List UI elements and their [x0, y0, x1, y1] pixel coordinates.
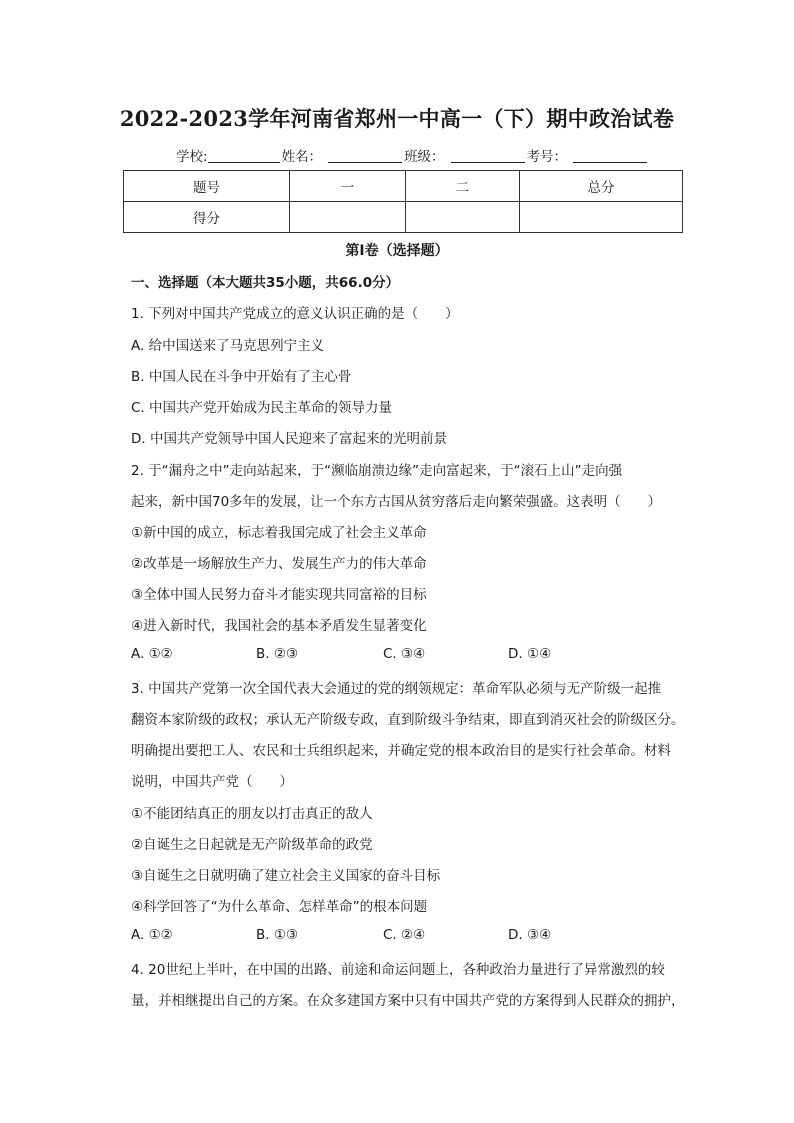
exam-no-blank[interactable]: [573, 148, 647, 163]
question-4-stem-line-1: 4. 20世纪上半叶，在中国的出路、前途和命运问题上，各种政治力量进行了异常激烈的较: [131, 962, 665, 978]
question-3-stem-line-1: 3. 中国共产党第一次全国代表大会通过的党的纲领规定：革命军队必须与无产阶级一起推: [131, 681, 662, 697]
question-1-option-a[interactable]: A. 给中国送来了马克思列宁主义: [131, 338, 325, 354]
question-3-option-b[interactable]: B. ①③: [256, 927, 299, 943]
exam-title: 2022-2023学年河南省郑州一中高一（下）期中政治试卷: [119, 106, 675, 131]
name-label: 姓名：: [281, 149, 323, 165]
question-3-statement-2: ②自诞生之日起就是无产阶级革命的政党: [131, 837, 373, 853]
score-table: [123, 170, 683, 233]
header-cell-question-no: 题号: [124, 171, 290, 202]
class-label: 班级：: [404, 149, 445, 165]
score-cell-part-1[interactable]: [290, 202, 406, 233]
score-row-label: 得分: [124, 202, 290, 233]
question-1-stem: 1. 下列对中国共产党成立的意义认识正确的是（ ）: [131, 306, 459, 322]
question-3-statement-1: ①不能团结真正的朋友以打击真正的敌人: [131, 806, 373, 822]
question-2-option-b[interactable]: B. ②③: [256, 646, 299, 662]
question-1-option-b[interactable]: B. 中国人民在斗争中开始有了主心骨: [131, 369, 352, 385]
exam-no-label: 考号：: [526, 149, 568, 165]
class-blank[interactable]: [451, 148, 525, 163]
question-3-statement-4: ④科学回答了“为什么革命、怎样革命”的根本问题: [131, 899, 428, 915]
header-cell-part-1: 一: [290, 171, 406, 202]
score-table-score-row: [124, 202, 683, 233]
school-blank[interactable]: [208, 148, 280, 163]
question-2-stem-line-1: 2. 于“漏舟之中”走向站起来，于“濒临崩溃边缘”走向富起来，于“滚石上山”走向强: [131, 463, 623, 479]
question-3-statement-3: ③自诞生之日就明确了建立社会主义国家的奋斗目标: [131, 868, 441, 884]
score-cell-total[interactable]: [520, 202, 683, 233]
question-2-option-d[interactable]: D. ①④: [508, 646, 552, 662]
section-heading: 一、选择题（本大题共35小题，共66.0分）: [131, 275, 400, 291]
question-1-option-c[interactable]: C. 中国共产党开始成为民主革命的领导力量: [131, 400, 393, 416]
question-3-option-a[interactable]: A. ①②: [131, 927, 173, 943]
question-2-option-a[interactable]: A. ①②: [131, 646, 173, 662]
question-3-stem-line-2: 翻资本家阶级的政权；承认无产阶级专政，直到阶级斗争结束，即直到消灭社会的阶级区分。: [131, 712, 685, 728]
school-label: 学校:: [176, 149, 208, 165]
question-1-option-d[interactable]: D. 中国共产党领导中国人民迎来了富起来的光明前景: [131, 431, 447, 447]
question-2-stem-line-2: 起来，新中国70多年的发展，让一个东方古国从贫穷落后走向繁荣强盛。这表明（ ）: [131, 494, 662, 510]
question-4-stem-line-2: 量，并相继提出自己的方案。在众多建国方案中只有中国共产党的方案得到人民群众的拥护，: [131, 993, 685, 1009]
section-title: 第Ⅰ卷（选择题）: [345, 243, 449, 259]
score-cell-part-2[interactable]: [406, 202, 520, 233]
question-3-option-d[interactable]: D. ③④: [508, 927, 552, 943]
score-table-header-row: [124, 171, 683, 202]
question-3-stem-line-3: 明确提出要把工人、农民和士兵组织起来，并确定党的根本政治目的是实行社会革命。材料: [131, 743, 671, 759]
question-3-stem-line-4: 说明，中国共产党（ ）: [131, 774, 293, 790]
question-3-option-c[interactable]: C. ②④: [383, 927, 426, 943]
name-blank[interactable]: [328, 148, 402, 163]
student-info-row: [176, 145, 649, 165]
question-2-statement-4: ④进入新时代，我国社会的基本矛盾发生显著变化: [131, 618, 427, 634]
header-cell-part-2: 二: [406, 171, 520, 202]
question-2-statement-3: ③全体中国人民努力奋斗才能实现共同富裕的目标: [131, 587, 427, 603]
question-2-option-c[interactable]: C. ③④: [383, 646, 426, 662]
header-cell-total: 总分: [520, 171, 683, 202]
question-2-statement-2: ②改革是一场解放生产力、发展生产力的伟大革命: [131, 556, 427, 572]
question-2-statement-1: ①新中国的成立，标志着我国完成了社会主义革命: [131, 525, 427, 541]
